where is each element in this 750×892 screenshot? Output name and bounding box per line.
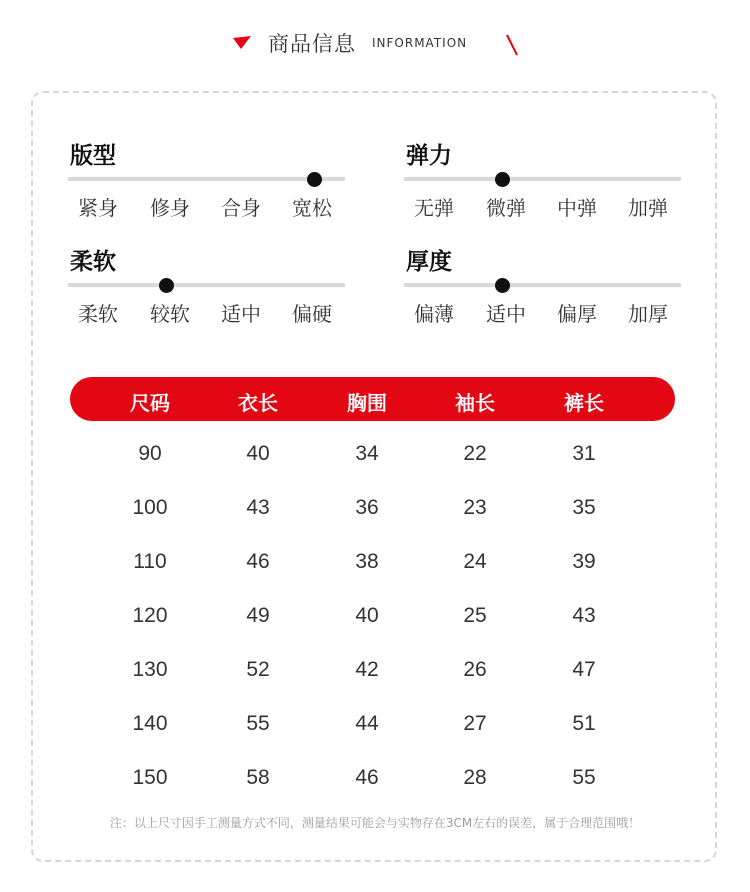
attribute-option: 紧身 — [78, 196, 118, 220]
table-cell: 49 — [246, 604, 270, 627]
attribute-name: 柔软 — [70, 249, 116, 275]
table-row — [0, 496, 750, 526]
table-cell: 46 — [246, 550, 270, 573]
red-triangle-icon — [233, 36, 251, 50]
table-row — [0, 604, 750, 634]
attribute-option: 中弹 — [557, 196, 597, 220]
table-cell: 51 — [572, 712, 596, 735]
table-cell: 28 — [463, 766, 487, 789]
attribute-option: 适中 — [486, 302, 526, 326]
attribute-option: 偏厚 — [557, 302, 597, 326]
section-subtitle: INFORMATION — [372, 36, 468, 50]
attribute-option: 偏薄 — [414, 302, 454, 326]
table-cell: 26 — [463, 658, 487, 681]
attribute-option: 加厚 — [628, 302, 668, 326]
attribute-option: 合身 — [221, 196, 261, 220]
attribute-track — [68, 177, 345, 181]
table-cell: 36 — [355, 496, 379, 519]
column-header: 胸围 — [347, 391, 387, 415]
table-row — [0, 766, 750, 796]
table-cell: 46 — [355, 766, 379, 789]
table-cell: 27 — [463, 712, 487, 735]
red-slash-icon — [505, 34, 519, 56]
attribute-track — [404, 177, 681, 181]
table-cell: 43 — [246, 496, 270, 519]
attribute-option: 宽松 — [292, 196, 332, 220]
table-row — [0, 550, 750, 580]
attribute-name: 厚度 — [406, 249, 452, 275]
section-header — [0, 22, 750, 62]
attribute-option: 加弹 — [628, 196, 668, 220]
table-cell: 44 — [355, 712, 379, 735]
section-title: 商品信息 — [268, 32, 356, 56]
attribute-track — [68, 283, 345, 287]
table-cell: 55 — [572, 766, 596, 789]
table-cell: 52 — [246, 658, 270, 681]
table-cell: 110 — [133, 550, 167, 573]
attribute-name: 版型 — [70, 143, 116, 169]
table-cell: 38 — [355, 550, 379, 573]
table-cell: 100 — [132, 496, 168, 519]
table-cell: 22 — [463, 442, 487, 465]
attribute-option: 适中 — [221, 302, 261, 326]
table-cell: 31 — [572, 442, 596, 465]
attribute-option: 修身 — [150, 196, 190, 220]
table-cell: 40 — [355, 604, 379, 627]
column-header: 尺码 — [130, 391, 170, 415]
measurement-note: 注：以上尺寸因手工测量方式不同，测量结果可能会与实物存在3CM左右的误差，属于合理范围哦！ — [109, 816, 641, 830]
attribute-track — [404, 283, 681, 287]
table-cell: 58 — [246, 766, 270, 789]
attribute-option: 无弹 — [414, 196, 454, 220]
table-cell: 43 — [572, 604, 596, 627]
attribute-indicator — [495, 172, 510, 187]
column-header: 袖长 — [455, 391, 495, 415]
attribute-name: 弹力 — [406, 143, 452, 169]
table-cell: 35 — [572, 496, 596, 519]
column-header: 裤长 — [564, 391, 604, 415]
attribute-options — [404, 298, 684, 328]
table-cell: 120 — [132, 604, 168, 627]
column-header: 衣长 — [238, 391, 278, 415]
size-table-header — [70, 377, 675, 421]
attribute-option: 微弹 — [486, 196, 526, 220]
table-row — [0, 658, 750, 688]
attribute-options — [404, 192, 684, 222]
table-cell: 130 — [132, 658, 168, 681]
table-cell: 150 — [132, 766, 168, 789]
table-cell: 90 — [138, 442, 162, 465]
table-cell: 140 — [132, 712, 168, 735]
table-cell: 40 — [246, 442, 270, 465]
attribute-indicator — [495, 278, 510, 293]
table-cell: 39 — [572, 550, 596, 573]
table-row — [0, 442, 750, 472]
attribute-option: 柔软 — [78, 302, 118, 326]
table-row — [0, 712, 750, 742]
attribute-options — [68, 298, 348, 328]
table-cell: 42 — [355, 658, 379, 681]
attribute-option: 偏硬 — [292, 302, 332, 326]
table-cell: 34 — [355, 442, 379, 465]
table-cell: 25 — [463, 604, 487, 627]
attribute-option: 较软 — [150, 302, 190, 326]
attribute-indicator — [159, 278, 174, 293]
attribute-options — [68, 192, 348, 222]
table-cell: 55 — [246, 712, 270, 735]
table-cell: 47 — [572, 658, 596, 681]
attribute-indicator — [307, 172, 322, 187]
table-cell: 23 — [463, 496, 487, 519]
table-cell: 24 — [463, 550, 487, 573]
